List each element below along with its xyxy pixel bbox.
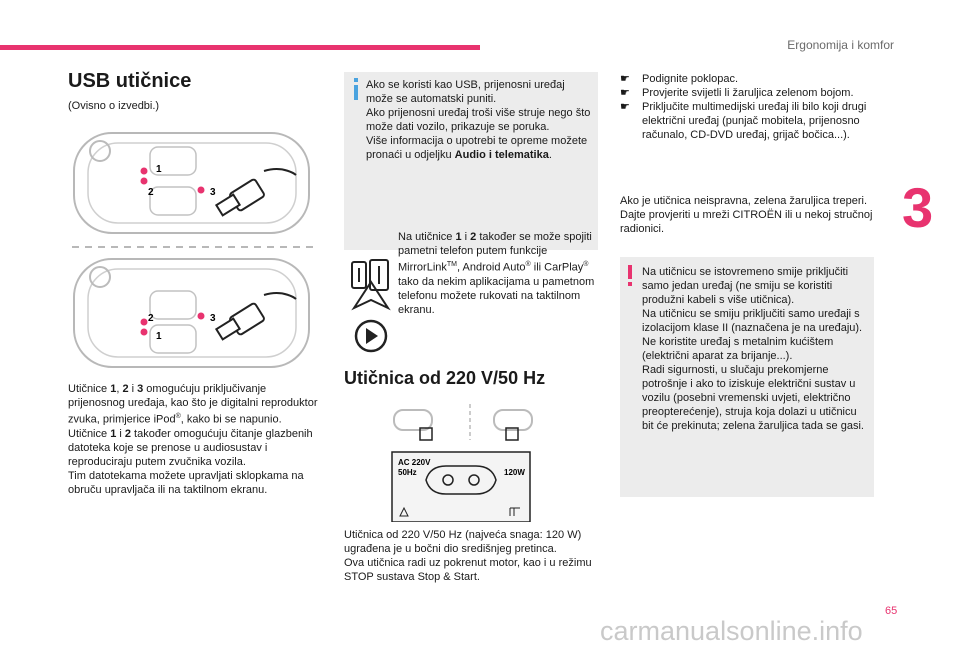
steps-list	[620, 72, 878, 142]
info-box: Ako se koristi kao USB, prijenosni uređaj može se automatski puniti. Ako prijenosni uređaj troši više struje nego što može dati vozilo, prikazuje se poruka. Više informacija o upotrebi te opreme možete pronaći u odjeljku Audio i telematika.	[344, 72, 598, 250]
figure-label-2b: 2	[148, 313, 154, 324]
usb-variant: (Ovisno o izvedbi.)	[68, 100, 160, 112]
carplay-icon	[350, 318, 392, 354]
warning-line-1: Na utičnicu se istovremeno smije priključiti samo jedan uređaj (ne smiju se koristiti produžni kabeli s više utičnica).	[642, 266, 849, 306]
outlet-title: Utičnica od 220 V/50 Hz	[344, 368, 546, 388]
usb-plug-icon	[216, 169, 296, 215]
step-arrow-icon: ☛	[620, 87, 630, 99]
figure-label-2: 2	[148, 187, 154, 198]
figure-label-3: 3	[210, 187, 216, 198]
plate-power: 120W	[504, 468, 525, 477]
warning-line-2: Na utičnicu se smiju priključiti samo uređaji s izolacijom klase II (naznačena je na uređaju).	[642, 308, 863, 334]
info-line-3: Više informacija o upotrebi te opreme možete pronaći u odjeljku	[366, 135, 588, 161]
outlet-figure	[386, 402, 546, 522]
figure-label-1: 1	[156, 164, 162, 175]
warning-line-3: Ne koristite uređaj s metalnim kućištem (električni aparat za brijanje...).	[642, 336, 834, 362]
list-item: ☛ Priključite multimedijski uređaj ili bilo koji drugi električni uređaj (punjač mobitela, prijenosno računalo, CD-DVD uređaj, grijač bočica...).	[620, 101, 867, 141]
figure-label-3b: 3	[210, 313, 216, 324]
list-item: ☛ Provjerite svijetli li žaruljica zelenom bojom.	[620, 87, 854, 99]
plate-voltage: AC 220V	[398, 458, 431, 467]
info-link-audio: Audio i telematika	[454, 149, 549, 161]
plate-frequency: 50Hz	[398, 468, 417, 477]
mirror-description: Na utičnice 1 i 2 također se može spojiti pametni telefon putem funkcije MirrorLink™, Android Auto® ili CarPlay® tako da nekim aplikacijama u pametnom telefonu možete rukovati na taktilnom ekranu.	[398, 231, 595, 316]
usb-location-figure	[64, 125, 324, 375]
watermark: carmanualsonline.info	[600, 616, 863, 646]
warning-box	[620, 257, 874, 497]
usb-plug-icon	[216, 293, 296, 339]
section-title: Ergonomija i komfor	[787, 38, 894, 52]
warning-icon	[624, 265, 636, 287]
usb-description: Utičnice 1, 2 i 3 omogućuju priključivanje prijenosnog uređaja, kao što je digitalni reproduktor zvuka, primjerice iPod®, kako bi se napunio. Utičnice 1 i 2 također omogućuju čitanje glazbenih datoteka koje se prenose u audiosustav i reproduciraju putem zvučnika vozila. Tim datotekama možete upravljati sklopkama na obruču upravljača ili na taktilnom ekranu.	[68, 383, 318, 496]
info-line-1: Ako se koristi kao USB, prijenosni uređaj može se automatski puniti.	[366, 79, 565, 105]
info-line-2: Ako prijenosni uređaj troši više struje nego što može dati vozilo, prikazuje se poruka.	[366, 107, 591, 133]
list-item: ☛ Podignite poklopac.	[620, 73, 739, 85]
outlet-description: Utičnica od 220 V/50 Hz (najveća snaga: 120 W) ugrađena je u bočni dio središnjeg pretinca. Ova utičnica radi uz pokrenut motor, kao i u režimu STOP sustava Stop & Start.	[344, 529, 592, 583]
info-icon	[350, 78, 362, 100]
warning-line-4: Radi sigurnosti, u slučaju prekomjerne potrošnje i ako to iziskuje električni sustav u vozilu (posebni vremenski uvjeti, električno preopterećenje), struja koja dolazi u utičnicu bit će prekinuta; zelena žaruljica tada se gasi.	[642, 364, 864, 432]
header-accent-bar	[0, 45, 480, 50]
step-arrow-icon: ☛	[620, 73, 630, 85]
usb-title: USB utičnice	[68, 70, 192, 92]
chapter-number: 3	[902, 176, 934, 239]
fault-text: Ako je utičnica neispravna, zelena žaruljica treperi. Dajte provjeriti u mreži CITROËN ili u nekoj stručnoj radionici.	[620, 195, 873, 235]
android-auto-icon	[350, 278, 392, 312]
step-arrow-icon: ☛	[620, 101, 630, 113]
page-number: 65	[885, 605, 898, 617]
figure-label-1b: 1	[156, 331, 162, 342]
